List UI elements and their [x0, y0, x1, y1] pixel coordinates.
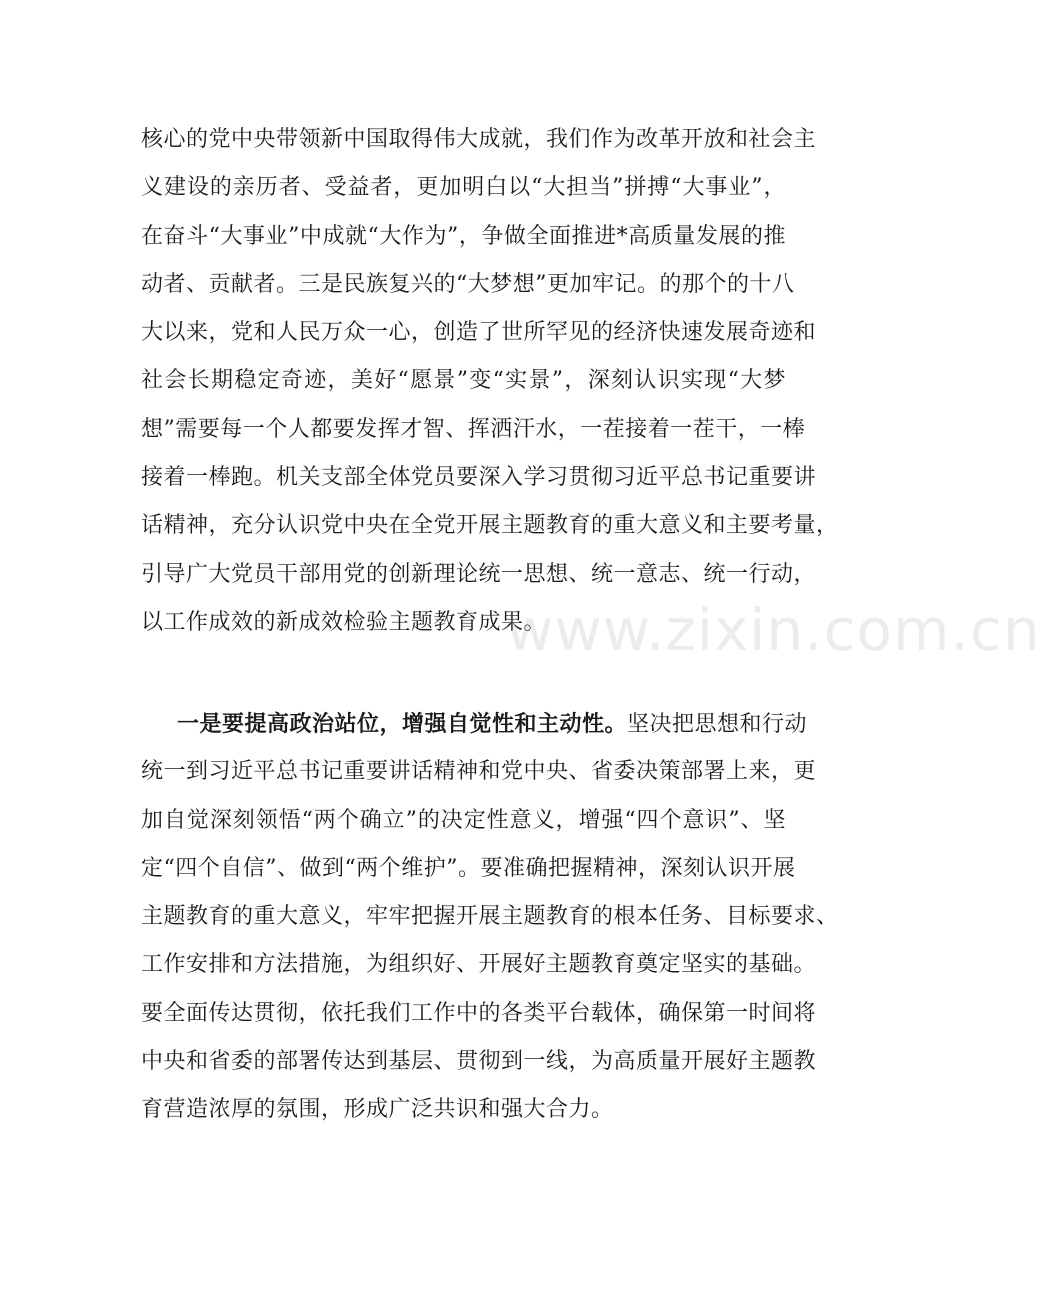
text-line: 要全面传达贯彻，依托我们工作中的各类平台载体，确保第一时间将	[141, 1000, 817, 1026]
text-line: 主题教育的重大意义，牢牢把握开展主题教育的根本任务、目标要求、	[141, 904, 839, 930]
text-line: 核心的党中央带领新中国取得伟大成就，我们作为改革开放和社会主	[141, 127, 817, 152]
text-line: 中央和省委的部署传达到基层、贯彻到一线，为高质量开展好主题教	[141, 1049, 817, 1075]
text-line: 定“四个自信”、做到“两个维护”。要准确把握精神，深刻认识开展	[141, 855, 796, 881]
text-run: 坚决把思想和行动	[627, 712, 808, 737]
text-line: 工作安排和方法措施，为组织好、开展好主题教育奠定坚实的基础。	[141, 952, 817, 978]
text-line: 统一到习近平总书记重要讲话精神和党中央、省委决策部署上来，更	[141, 759, 817, 785]
text-line: 想”需要每一个人都要发挥才智、挥洒汗水，一茬接着一茬干，一棒	[141, 416, 806, 442]
text-line: 育营造浓厚的氛围，形成广泛共识和强大合力。	[141, 1097, 614, 1123]
text-line: 义建设的亲历者、受益者，更加明白以“大担当”拼搏“大事业”，	[141, 175, 786, 201]
paragraph-2	[141, 700, 839, 1135]
paragraph-1	[141, 116, 839, 647]
text-line: 以工作成效的新成效检验主题教育成果。	[141, 609, 547, 635]
text-line: 接着一棒跑。机关支部全体党员要深入学习贯彻习近平总书记重要讲	[141, 465, 817, 491]
paragraph-lead-heading: 一是要提高政治站位，增强自觉性和主动性。	[177, 711, 628, 737]
text-line: 大以来，党和人民万众一心，创造了世所罕见的经济快速发展奇迹和	[141, 320, 817, 346]
text-line: 话精神，充分认识党中央在全党开展主题教育的重大意义和主要考量，	[141, 513, 839, 539]
text-line: 在奋斗“大事业”中成就“大作为”，争做全面推进*高质量发展的推	[141, 223, 786, 249]
text-line: 引导广大党员干部用党的创新理论统一思想、统一意志、统一行动，	[141, 561, 817, 587]
text-line: 加自觉深刻领悟“两个确立”的决定性意义，增强“四个意识”、坚	[141, 807, 786, 833]
text-line-first	[141, 700, 808, 748]
watermark: www.zixin.com.cn	[506, 596, 1041, 664]
text-line: 社会长期稳定奇迹，美好“愿景”变“实景”，深刻认识实现“大梦	[141, 368, 786, 394]
text-line: 动者、贡献者。三是民族复兴的“大梦想”更加牢记。的那个的十八	[141, 271, 795, 297]
